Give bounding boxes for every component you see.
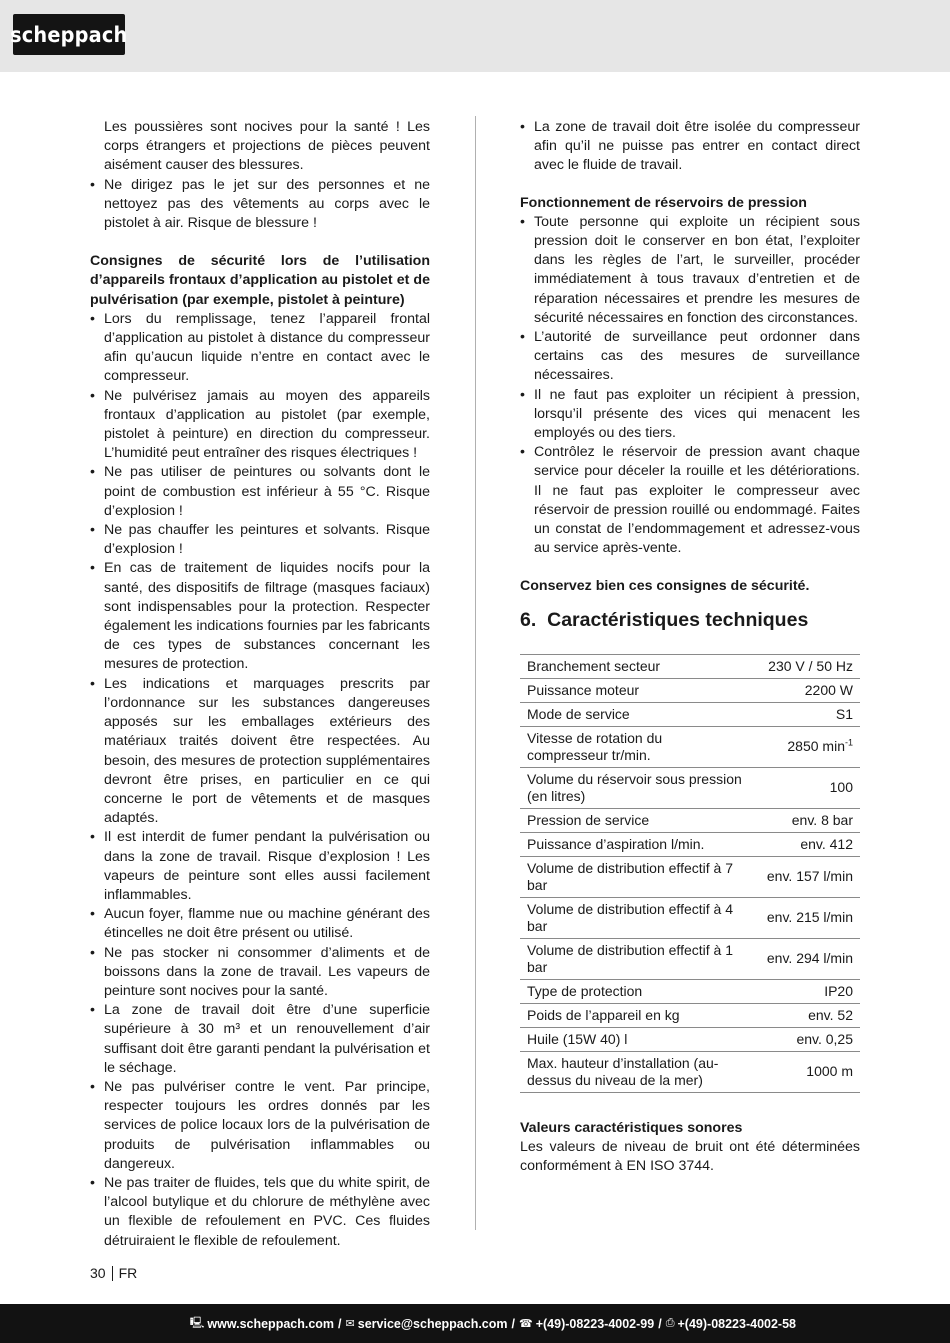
separator: / bbox=[511, 1316, 515, 1331]
table-row bbox=[520, 979, 860, 1003]
list-item: • Ne pas chauffer les peintures et solvants. Risque d’explosion ! bbox=[90, 521, 430, 559]
spec-label: Huile (15W 40) l bbox=[527, 1030, 628, 1047]
keep-instructions-notice: Conservez bien ces consignes de sécurité. bbox=[520, 578, 810, 595]
table-row bbox=[520, 767, 860, 808]
table-row bbox=[520, 832, 860, 856]
isolation-bullet-list bbox=[520, 118, 860, 176]
spec-label: Type de protection bbox=[527, 982, 643, 999]
spec-value: env. 0,25 bbox=[796, 1030, 853, 1047]
computer-icon: 🖳 bbox=[189, 1317, 205, 1329]
contact-bar bbox=[0, 1304, 950, 1343]
mail-icon: ✉ bbox=[345, 1318, 355, 1330]
right-column bbox=[520, 118, 860, 1176]
list-item: • Les indications et marquages prescrits par l’ordonnance sur les substances dangereuses apposés sur les emballages extérieurs des matériaux traités doivent être respectées. Au besoin, des mesures de protection supplémentaires devront être prises, en particulier en ce qui concerne le port de vêtements et de masques adaptés. bbox=[90, 675, 430, 829]
pressure-vessel-heading: Fonctionnement de réservoirs de pression bbox=[520, 194, 807, 211]
section-title-text: Caractéristiques techniques bbox=[547, 608, 809, 631]
list-item: • Ne pas pulvériser contre le vent. Par principe, respecter toujours les ordres donnés par les services de police locaux lors de la pulvérisation de produits de pulvérisation inflammables ou dangereux. bbox=[90, 1078, 430, 1174]
list-item: • Toute personne qui exploite un récipient sous pression doit le conserver en bon état, l’exploiter dans les règles de l’art, le surveiller, procéder immédiatement à tous travaux d’entretien et de réparation nécessaires et prendre les mesures de sécurité nécessaires en fonction des circonstances. bbox=[520, 213, 860, 328]
spec-value: env. 52 bbox=[808, 1006, 853, 1023]
table-row bbox=[520, 897, 860, 938]
spec-label: Pression de service bbox=[527, 811, 650, 828]
website-link[interactable]: www.scheppach.com bbox=[207, 1316, 335, 1331]
technical-specs-table bbox=[520, 654, 860, 1093]
list-item: • Ne pas utiliser de peintures ou solvants dont le point de combustion est inférieur à 55 °C. Risque d’explosion ! bbox=[90, 463, 430, 521]
spec-value: 100 bbox=[829, 779, 853, 796]
sound-values-text: Les valeurs de niveau de bruit ont été déterminées conformément à EN ISO 3744. bbox=[520, 1138, 860, 1175]
spec-value-cell bbox=[750, 726, 860, 767]
list-item: • L’autorité de surveillance peut ordonner dans certains cas des mesures de surveillance nécessaires. bbox=[520, 328, 860, 386]
phone-number: +(49)-08223-4002-99 bbox=[535, 1316, 655, 1331]
spec-label: Volume du réservoir sous pression (en litres) bbox=[527, 770, 742, 804]
list-item: • La zone de travail doit être isolée du compresseur afin qu’il ne puisse pas entrer en contact direct avec le fluide de travail. bbox=[520, 118, 860, 176]
table-row bbox=[520, 1051, 860, 1092]
spec-value: IP20 bbox=[824, 982, 853, 999]
phone-icon: ☎ bbox=[519, 1318, 533, 1330]
list-item: • Lors du remplissage, tenez l’appareil frontal d’application au pistolet à distance du compresseur afin qu’aucun liquide n’entre en contact avec le compresseur. bbox=[90, 310, 430, 387]
column-divider bbox=[475, 116, 476, 1230]
brand-logo bbox=[10, 14, 128, 55]
table-row bbox=[520, 808, 860, 832]
header-band bbox=[0, 0, 950, 72]
spec-label: Puissance d’aspiration l/min. bbox=[527, 835, 705, 852]
brand-logo-text: scheppach bbox=[10, 22, 128, 47]
fax-number: +(49)-08223-4002-58 bbox=[677, 1316, 796, 1331]
section-title bbox=[520, 608, 860, 632]
spray-safety-heading: Consignes de sécurité lors de l’utilisation d’appareils frontaux d’application au pistolet et de pulvérisation (par exemple, pistolet à peinture) bbox=[90, 253, 430, 308]
spec-label: Vitesse de rotation du compresseur tr/min. bbox=[527, 729, 663, 763]
sound-values-heading: Valeurs caractéristiques sonores bbox=[520, 1119, 743, 1136]
list-item: • Ne pulvérisez jamais au moyen des appareils frontaux d’application au pistolet (par exemple, pistolet à peinture) en direction du compresseur. L’humidité peut entraîner des risques électriques ! bbox=[90, 387, 430, 464]
table-row bbox=[520, 702, 860, 726]
table-row bbox=[520, 726, 860, 767]
spec-value-exponent: -1 bbox=[844, 737, 853, 748]
table-row bbox=[520, 654, 860, 678]
page-number: 30 bbox=[90, 1265, 106, 1281]
list-item: • Aucun foyer, flamme nue ou machine générant des étincelles ne doit être présent ou utilisé. bbox=[90, 905, 430, 943]
separator: / bbox=[338, 1316, 342, 1331]
list-item: • Ne dirigez pas le jet sur des personnes et ne nettoyez pas des vêtements au corps avec le pistolet à air. Risque de blessure ! bbox=[90, 176, 430, 234]
list-item: • Il ne faut pas exploiter un récipient à pression, lorsqu’il présente des vices qui menacent les employés ou des tiers. bbox=[520, 386, 860, 444]
spec-label: Volume de distribution effectif à 7 bar bbox=[527, 859, 733, 893]
pressure-vessel-list bbox=[520, 213, 860, 559]
language-code: FR bbox=[118, 1265, 138, 1281]
table-row bbox=[520, 1003, 860, 1027]
spec-label: Volume de distribution effectif à 1 bar bbox=[527, 941, 733, 975]
spec-label: Volume de distribution effectif à 4 bar bbox=[527, 900, 733, 934]
left-column bbox=[90, 118, 430, 1251]
spec-label: Puissance moteur bbox=[527, 681, 640, 698]
table-row bbox=[520, 938, 860, 979]
spec-value: env. 215 l/min bbox=[766, 909, 853, 926]
list-item: • Ne pas traiter de fluides, tels que du white spirit, de l’alcool butylique et du chlorure de méthylène avec un flexible de refoulement en PVC. Ces fluides détruiraient le flexible de refoulement. bbox=[90, 1174, 430, 1251]
spec-label: Max. hauteur d’installation (au-dessus du niveau de la mer) bbox=[527, 1054, 719, 1088]
list-item: • Ne pas stocker ni consommer d’aliments et de boissons dans la zone de travail. Les vapeurs de peinture sont nocives pour la santé. bbox=[90, 944, 430, 1002]
list-item: • La zone de travail doit être d’une superficie supérieure à 30 m³ et un renouvellement d’air suffisant doit être garanti pendant la pulvérisation et le séchage. bbox=[90, 1001, 430, 1078]
table-row bbox=[520, 1027, 860, 1051]
spec-label: Mode de service bbox=[527, 705, 630, 722]
footer-separator bbox=[112, 1266, 113, 1281]
page-footer bbox=[90, 1265, 137, 1281]
list-item: • Il est interdit de fumer pendant la pulvérisation ou dans la zone de travail. Risque d’explosion ! Les vapeurs de peinture sont elles aussi facilement inflammables. bbox=[90, 828, 430, 905]
fax-icon: ⎙ bbox=[665, 1317, 675, 1329]
spec-label: Poids de l’appareil en kg bbox=[527, 1006, 680, 1023]
list-item: • Contrôlez le réservoir de pression avant chaque service pour déceler la rouille et les détériorations. Il ne faut pas exploiter le compresseur avec réservoir de pression rouillé ou endommagé. Faites un constat de l’endommagement et adressez-vous au service après-vente. bbox=[520, 443, 860, 558]
list-item: • En cas de traitement de liquides nocifs pour la santé, des dispositifs de filtrage (masques faciaux) sont indispensables pour la protection. Respecter également les indications fournies par les fabricants de ces types de substances concernant les mesures de protection. bbox=[90, 559, 430, 674]
email-link[interactable]: service@scheppach.com bbox=[357, 1316, 508, 1331]
spec-value: 1000 m bbox=[806, 1063, 853, 1080]
spec-label: Branchement secteur bbox=[527, 657, 661, 674]
spec-value: 2200 W bbox=[804, 681, 853, 698]
intro-continuation: Les poussières sont nocives pour la santé ! Les corps étrangers et projections de pièces peuvent aisément causer des blessures. bbox=[104, 119, 430, 174]
intro-bullet-list bbox=[90, 176, 430, 234]
spec-value: S1 bbox=[835, 705, 853, 722]
section-number: 6. bbox=[520, 608, 537, 631]
spec-value: env. 412 bbox=[800, 835, 853, 852]
spec-value: 2850 min bbox=[787, 738, 845, 755]
spec-value: 230 V / 50 Hz bbox=[768, 657, 853, 674]
separator: / bbox=[658, 1316, 662, 1331]
spec-value: env. 8 bar bbox=[791, 811, 853, 828]
spray-safety-list bbox=[90, 310, 430, 1251]
spec-value: env. 157 l/min bbox=[766, 868, 853, 885]
table-row bbox=[520, 856, 860, 897]
table-row bbox=[520, 678, 860, 702]
spec-value: env. 294 l/min bbox=[766, 950, 853, 967]
